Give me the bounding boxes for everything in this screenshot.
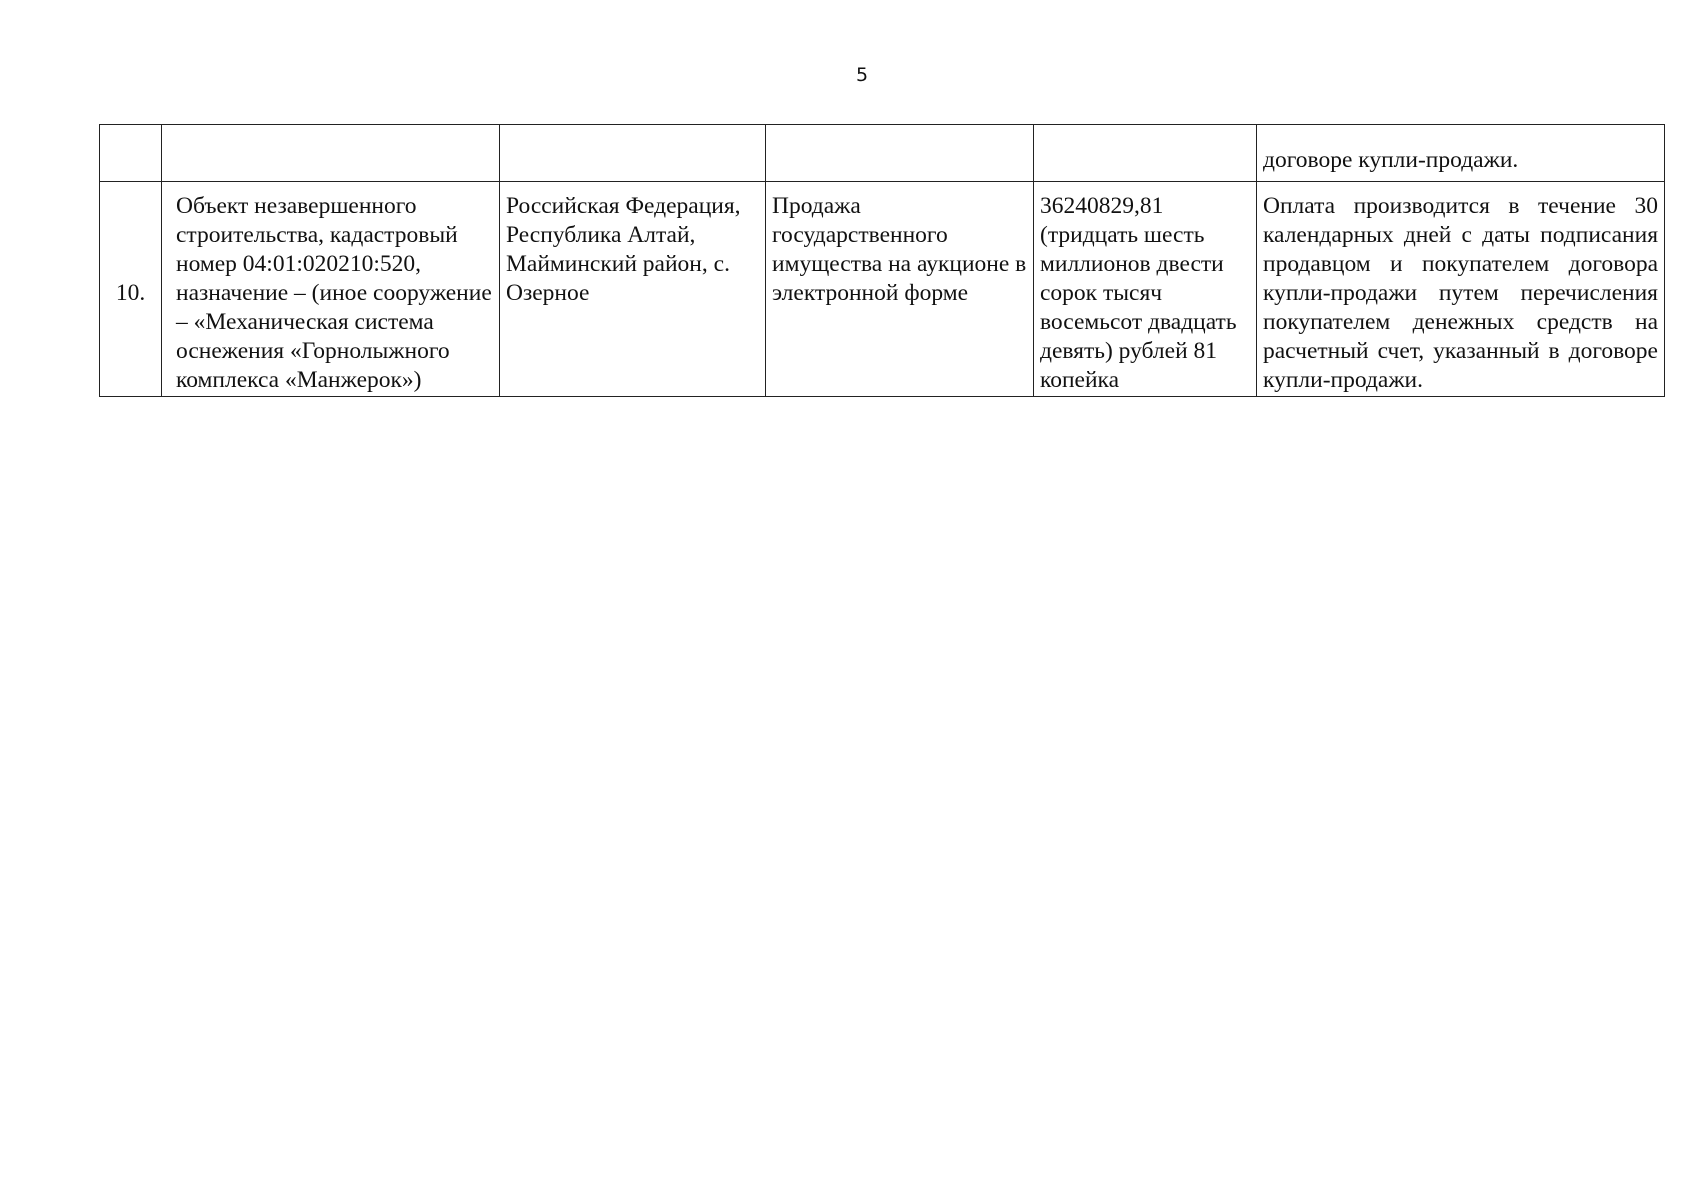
page-number: 5: [855, 64, 869, 86]
table-cell: [162, 125, 500, 182]
table-cell: [100, 125, 162, 182]
table-row-item-10: [100, 182, 1665, 397]
privatization-method: Продажа государственного имущества на аукционе в электронной форме: [766, 182, 1034, 397]
table-row-continuation: [100, 125, 1665, 182]
table-cell: [500, 125, 766, 182]
row-number: 10.: [100, 182, 162, 397]
table-cell: [766, 125, 1034, 182]
object-description: Объект незавершенного строительства, кадастровый номер 04:01:020210:520, назначение – (иное сооружение – «Механическая система оснежения «Горнолыжного комплекса «Манжерок»): [162, 182, 500, 397]
initial-price: 36240829,81 (тридцать шесть миллионов двести сорок тысяч восемьсот двадцать девять) рублей 81 копейка: [1034, 182, 1257, 397]
payment-terms: Оплата производится в течение 30 календарных дней с даты подписания продавцом и покупателем договора купли-продажи путем перечисления покупателем денежных средств на расчетный счет, указанный в договоре купли-продажи.: [1257, 182, 1665, 397]
object-location: Российская Федерация, Республика Алтай, Майминский район, с. Озерное: [500, 182, 766, 397]
table-cell: [1034, 125, 1257, 182]
payment-terms-continuation: договоре купли-продажи.: [1257, 125, 1665, 182]
property-table: [99, 124, 1665, 397]
